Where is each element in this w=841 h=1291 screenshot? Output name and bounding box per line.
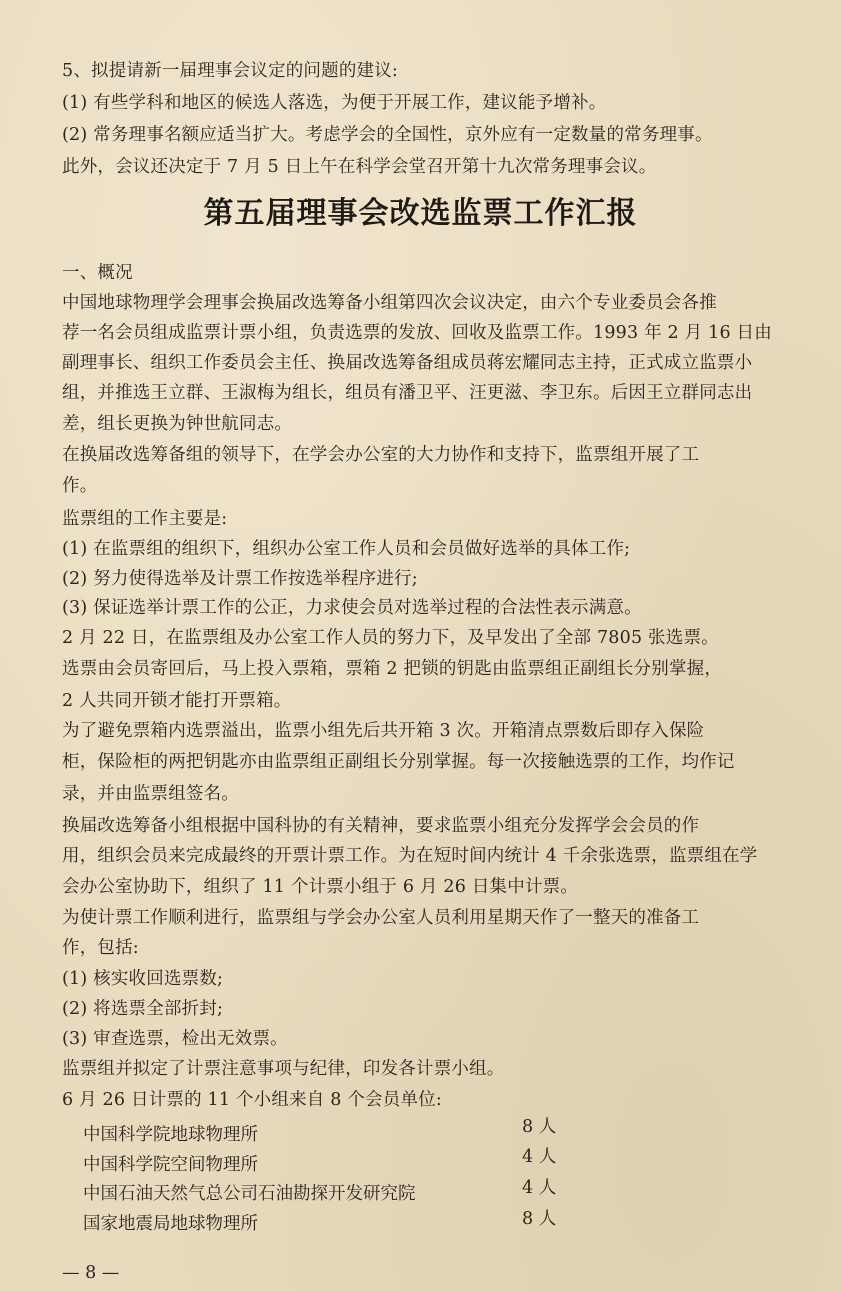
unit-name: 中国科学院地球物理所 xyxy=(83,1125,258,1145)
paragraph-line: 用，组织会员来完成最终的开票计票工作。为在短时间内统计 4 千余张选票，监票组在学 xyxy=(62,846,758,866)
paragraph-line: 录，并由监票组签名。 xyxy=(62,784,239,804)
paragraph-line: 会办公室协助下，组织了 11 个计票小组于 6 月 26 日集中计票。 xyxy=(62,877,579,897)
list-item: (1) 在监票组的组织下，组织办公室工作人员和会员做好选举的具体工作; xyxy=(62,539,631,559)
paragraph-line: 为使计票工作顺利进行，监票组与学会办公室人员利用星期天作了一整天的准备工 xyxy=(62,908,700,928)
list-item: (2) 将选票全部折封; xyxy=(62,999,224,1019)
unit-count: 4 人 xyxy=(522,1147,557,1167)
paragraph-line: 柜，保险柜的两把钥匙亦由监票组正副组长分别掌握。每一次接触选票的工作，均作记 xyxy=(62,752,735,772)
list-item: (1) 核实收回选票数; xyxy=(62,969,224,989)
unit-name: 中国石油天然气总公司石油勘探开发研究院 xyxy=(83,1184,416,1204)
paragraph-line: 作，包括: xyxy=(62,938,139,958)
paragraph-line: 荐一名会员组成监票计票小组，负责选票的发放、回收及监票工作。1993 年 2 月 16 日由 xyxy=(62,323,772,343)
paragraph-line: 在换届改选筹备组的领导下，在学会办公室的大力协作和支持下，监票组开展了工 xyxy=(62,445,700,465)
list-item: (3) 保证选举计票工作的公正，力求使会员对选举过程的合法性表示满意。 xyxy=(62,598,642,618)
proposal-item-2: (2) 常务理事名额应适当扩大。考虑学会的全国性，京外应有一定数量的常务理事。 xyxy=(62,125,713,145)
section-heading-overview: 一、概况 xyxy=(62,263,133,283)
paragraph-line: 6 月 26 日计票的 11 个小组来自 8 个会员单位: xyxy=(62,1090,442,1110)
paragraph-line: 监票组的工作主要是: xyxy=(62,509,228,529)
unit-name: 中国科学院空间物理所 xyxy=(83,1155,258,1175)
paragraph-line: 监票组并拟定了计票注意事项与纪律，印发各计票小组。 xyxy=(62,1059,505,1079)
list-item: (3) 审查选票，检出无效票。 xyxy=(62,1029,288,1049)
unit-count: 8 人 xyxy=(522,1209,557,1229)
unit-count: 4 人 xyxy=(522,1178,557,1198)
page-number: — 8 — xyxy=(62,1263,120,1283)
unit-name: 国家地震局地球物理所 xyxy=(83,1214,258,1234)
paragraph-line: 副理事长、组织工作委员会主任、换届改选筹备组成员蒋宏耀同志主持，正式成立监票小 xyxy=(62,353,753,373)
paragraph-line: 为了避免票箱内选票溢出，监票小组先后共开箱 3 次。开箱清点票数后即存入保险 xyxy=(62,721,705,741)
list-item: (2) 努力使得选举及计票工作按选举程序进行; xyxy=(62,569,418,589)
paragraph-line: 中国地球物理学会理事会换届改选筹备小组第四次会议决定，由六个专业委员会各推 xyxy=(62,293,717,313)
paragraph-line: 2 人共同开锁才能打开票箱。 xyxy=(62,691,292,711)
paragraph-line: 换届改选筹备小组根据中国科协的有关精神，要求监票小组充分发挥学会会员的作 xyxy=(62,816,700,836)
paragraph-line: 组，并推选王立群、王淑梅为组长，组员有潘卫平、汪更滋、李卫东。后因王立群同志出 xyxy=(62,383,753,403)
paragraph-line: 作。 xyxy=(62,476,98,496)
report-title: 第五届理事会改选监票工作汇报 xyxy=(203,196,638,231)
meeting-note: 此外，会议还决定于 7 月 5 日上午在科学会堂召开第十九次常务理事会议。 xyxy=(62,157,657,177)
proposal-item-1: (1) 有些学科和地区的候选人落选，为便于开展工作，建议能予增补。 xyxy=(62,93,607,113)
paragraph-line: 2 月 22 日，在监票组及办公室工作人员的努力下，及早发出了全部 7805 张选票。 xyxy=(62,628,719,648)
proposal-heading: 5、拟提请新一届理事会议定的问题的建议: xyxy=(62,61,399,81)
unit-count: 8 人 xyxy=(522,1117,557,1137)
paragraph-line: 差，组长更换为钟世航同志。 xyxy=(62,414,293,434)
paragraph-line: 选票由会员寄回后，马上投入票箱，票箱 2 把锁的钥匙由监票组正副组长分别掌握， xyxy=(62,659,723,679)
